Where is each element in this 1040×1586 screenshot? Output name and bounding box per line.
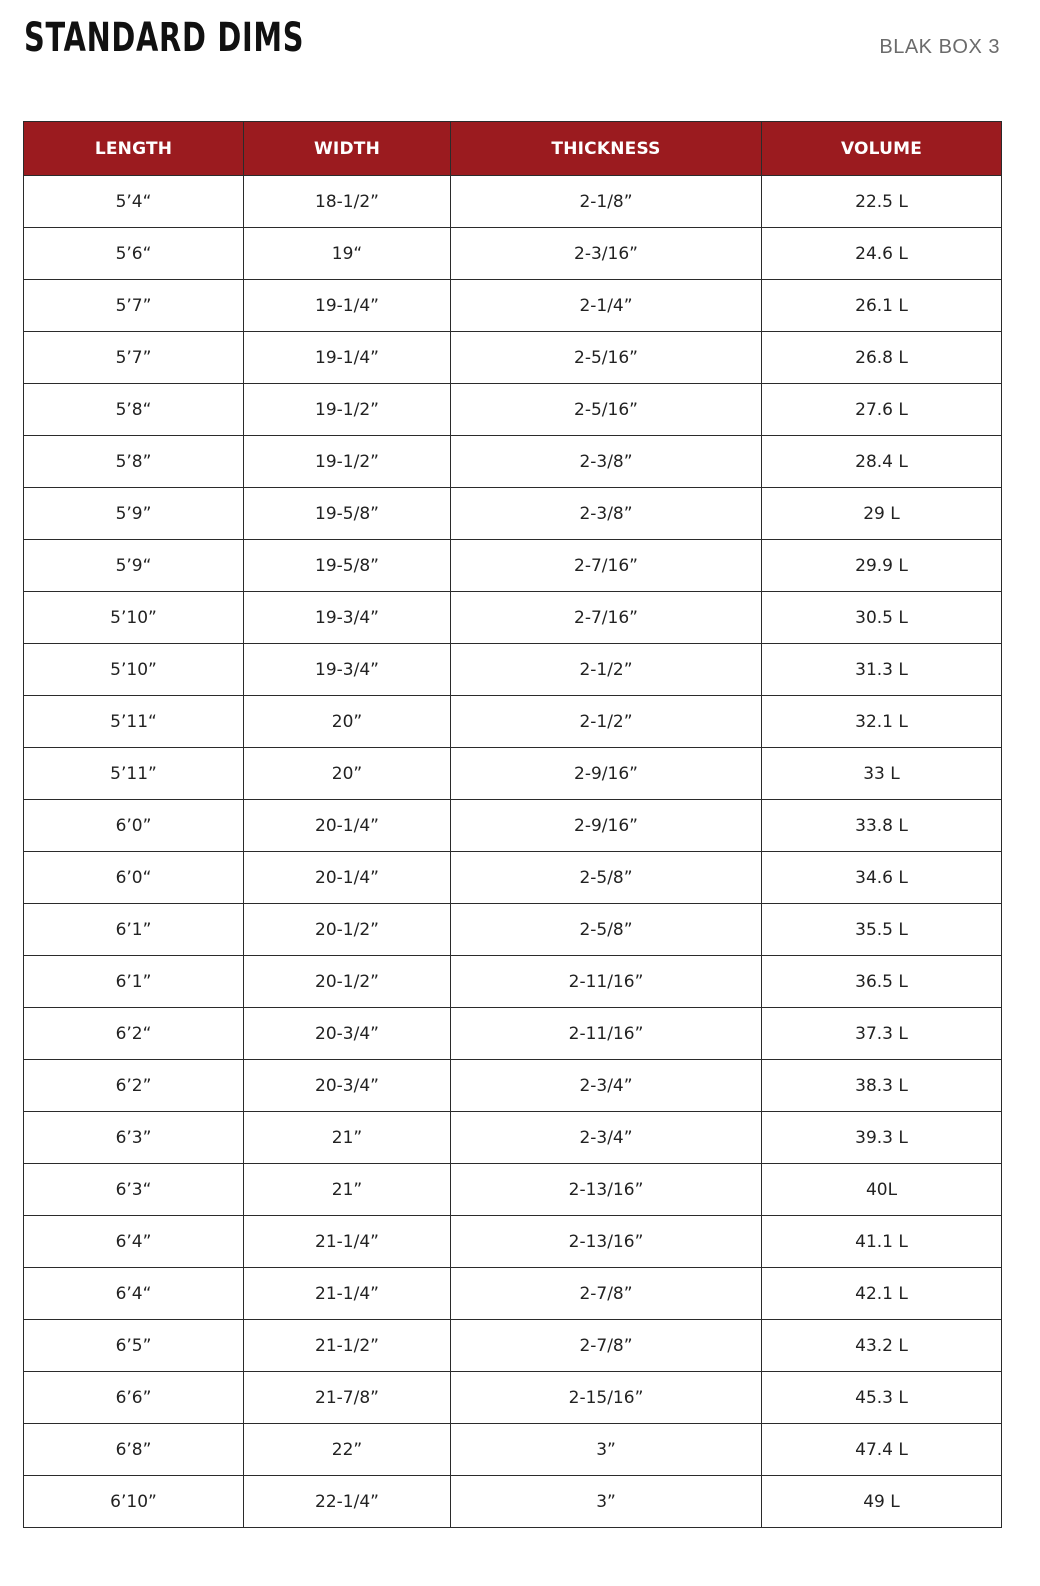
width-cell: 20-1/4”	[244, 852, 451, 904]
length-cell: 6’1”	[24, 956, 244, 1008]
volume-cell: 22.5 L	[762, 176, 1002, 228]
table-row	[24, 1320, 1002, 1372]
thickness-cell: 2-1/2”	[451, 644, 762, 696]
column-header-width: WIDTH	[244, 122, 451, 176]
thickness-cell: 2-1/4”	[451, 280, 762, 332]
table-row	[24, 1372, 1002, 1424]
table-row	[24, 1060, 1002, 1112]
length-cell: 6’3”	[24, 1112, 244, 1164]
length-cell: 6’10”	[24, 1476, 244, 1528]
table-row	[24, 228, 1002, 280]
table-row	[24, 384, 1002, 436]
length-cell: 5’6“	[24, 228, 244, 280]
thickness-cell: 2-3/8”	[451, 488, 762, 540]
table-row	[24, 1476, 1002, 1528]
width-cell: 19-1/4”	[244, 280, 451, 332]
table-row	[24, 800, 1002, 852]
length-cell: 6’0”	[24, 800, 244, 852]
width-cell: 20-1/2”	[244, 904, 451, 956]
length-cell: 5’11“	[24, 696, 244, 748]
volume-cell: 27.6 L	[762, 384, 1002, 436]
thickness-cell: 2-1/8”	[451, 176, 762, 228]
length-cell: 6’2“	[24, 1008, 244, 1060]
width-cell: 22”	[244, 1424, 451, 1476]
volume-cell: 43.2 L	[762, 1320, 1002, 1372]
thickness-cell: 2-11/16”	[451, 1008, 762, 1060]
length-cell: 5’8”	[24, 436, 244, 488]
volume-cell: 33 L	[762, 748, 1002, 800]
table-row	[24, 436, 1002, 488]
table-row	[24, 1424, 1002, 1476]
volume-cell: 41.1 L	[762, 1216, 1002, 1268]
thickness-cell: 2-5/8”	[451, 852, 762, 904]
thickness-cell: 2-13/16”	[451, 1216, 762, 1268]
thickness-cell: 2-9/16”	[451, 748, 762, 800]
length-cell: 6’3“	[24, 1164, 244, 1216]
volume-cell: 47.4 L	[762, 1424, 1002, 1476]
table-row	[24, 280, 1002, 332]
width-cell: 20-3/4”	[244, 1060, 451, 1112]
table-row	[24, 696, 1002, 748]
thickness-cell: 2-7/16”	[451, 592, 762, 644]
thickness-cell: 2-3/16”	[451, 228, 762, 280]
thickness-cell: 2-5/16”	[451, 384, 762, 436]
thickness-cell: 3”	[451, 1424, 762, 1476]
length-cell: 5’10”	[24, 644, 244, 696]
volume-cell: 38.3 L	[762, 1060, 1002, 1112]
length-cell: 6’2”	[24, 1060, 244, 1112]
length-cell: 6’0“	[24, 852, 244, 904]
length-cell: 5’4“	[24, 176, 244, 228]
thickness-cell: 2-1/2”	[451, 696, 762, 748]
volume-cell: 33.8 L	[762, 800, 1002, 852]
length-cell: 5’9”	[24, 488, 244, 540]
width-cell: 19-5/8”	[244, 488, 451, 540]
table-row	[24, 176, 1002, 228]
volume-cell: 42.1 L	[762, 1268, 1002, 1320]
width-cell: 21-1/2”	[244, 1320, 451, 1372]
volume-cell: 32.1 L	[762, 696, 1002, 748]
table-row	[24, 852, 1002, 904]
width-cell: 19-3/4”	[244, 592, 451, 644]
dims-table	[23, 121, 1002, 1528]
width-cell: 20-1/4”	[244, 800, 451, 852]
width-cell: 21”	[244, 1164, 451, 1216]
width-cell: 19“	[244, 228, 451, 280]
width-cell: 21-1/4”	[244, 1268, 451, 1320]
volume-cell: 26.8 L	[762, 332, 1002, 384]
volume-cell: 28.4 L	[762, 436, 1002, 488]
table-header	[24, 122, 1002, 176]
table-row	[24, 1008, 1002, 1060]
width-cell: 20”	[244, 696, 451, 748]
width-cell: 18-1/2”	[244, 176, 451, 228]
column-header-length: LENGTH	[24, 122, 244, 176]
table-row	[24, 332, 1002, 384]
thickness-cell: 3”	[451, 1476, 762, 1528]
volume-cell: 24.6 L	[762, 228, 1002, 280]
thickness-cell: 2-3/8”	[451, 436, 762, 488]
volume-cell: 37.3 L	[762, 1008, 1002, 1060]
volume-cell: 36.5 L	[762, 956, 1002, 1008]
volume-cell: 39.3 L	[762, 1112, 1002, 1164]
volume-cell: 45.3 L	[762, 1372, 1002, 1424]
table-row	[24, 1268, 1002, 1320]
thickness-cell: 2-15/16”	[451, 1372, 762, 1424]
length-cell: 6’5”	[24, 1320, 244, 1372]
table-row	[24, 956, 1002, 1008]
thickness-cell: 2-9/16”	[451, 800, 762, 852]
thickness-cell: 2-5/8”	[451, 904, 762, 956]
width-cell: 20-3/4”	[244, 1008, 451, 1060]
width-cell: 20”	[244, 748, 451, 800]
thickness-cell: 2-5/16”	[451, 332, 762, 384]
volume-cell: 35.5 L	[762, 904, 1002, 956]
thickness-cell: 2-3/4”	[451, 1112, 762, 1164]
width-cell: 19-1/2”	[244, 384, 451, 436]
thickness-cell: 2-3/4”	[451, 1060, 762, 1112]
volume-cell: 29 L	[762, 488, 1002, 540]
length-cell: 5’7”	[24, 280, 244, 332]
table-row	[24, 644, 1002, 696]
length-cell: 6’4“	[24, 1268, 244, 1320]
table-row	[24, 592, 1002, 644]
thickness-cell: 2-7/16”	[451, 540, 762, 592]
length-cell: 6’1”	[24, 904, 244, 956]
table-row	[24, 1216, 1002, 1268]
width-cell: 19-1/2”	[244, 436, 451, 488]
thickness-cell: 2-7/8”	[451, 1268, 762, 1320]
volume-cell: 29.9 L	[762, 540, 1002, 592]
length-cell: 5’8“	[24, 384, 244, 436]
page-title: STANDARD DIMS	[24, 15, 305, 61]
length-cell: 5’9“	[24, 540, 244, 592]
header-row	[24, 122, 1002, 176]
volume-cell: 30.5 L	[762, 592, 1002, 644]
model-name: BLAK BOX 3	[879, 36, 1000, 58]
length-cell: 6’4”	[24, 1216, 244, 1268]
width-cell: 21”	[244, 1112, 451, 1164]
length-cell: 6’8”	[24, 1424, 244, 1476]
column-header-thickness: THICKNESS	[451, 122, 762, 176]
table-row	[24, 748, 1002, 800]
thickness-cell: 2-11/16”	[451, 956, 762, 1008]
length-cell: 5’10”	[24, 592, 244, 644]
width-cell: 21-7/8”	[244, 1372, 451, 1424]
width-cell: 20-1/2”	[244, 956, 451, 1008]
length-cell: 5’11”	[24, 748, 244, 800]
table-row	[24, 540, 1002, 592]
volume-cell: 26.1 L	[762, 280, 1002, 332]
volume-cell: 40L	[762, 1164, 1002, 1216]
table-row	[24, 488, 1002, 540]
table-row	[24, 904, 1002, 956]
thickness-cell: 2-7/8”	[451, 1320, 762, 1372]
length-cell: 5’7”	[24, 332, 244, 384]
thickness-cell: 2-13/16”	[451, 1164, 762, 1216]
volume-cell: 49 L	[762, 1476, 1002, 1528]
width-cell: 19-5/8”	[244, 540, 451, 592]
length-cell: 6’6”	[24, 1372, 244, 1424]
table-row	[24, 1112, 1002, 1164]
width-cell: 19-3/4”	[244, 644, 451, 696]
volume-cell: 34.6 L	[762, 852, 1002, 904]
width-cell: 22-1/4”	[244, 1476, 451, 1528]
volume-cell: 31.3 L	[762, 644, 1002, 696]
table-body	[24, 176, 1002, 1528]
table-row	[24, 1164, 1002, 1216]
width-cell: 19-1/4”	[244, 332, 451, 384]
column-header-volume: VOLUME	[762, 122, 1002, 176]
width-cell: 21-1/4”	[244, 1216, 451, 1268]
